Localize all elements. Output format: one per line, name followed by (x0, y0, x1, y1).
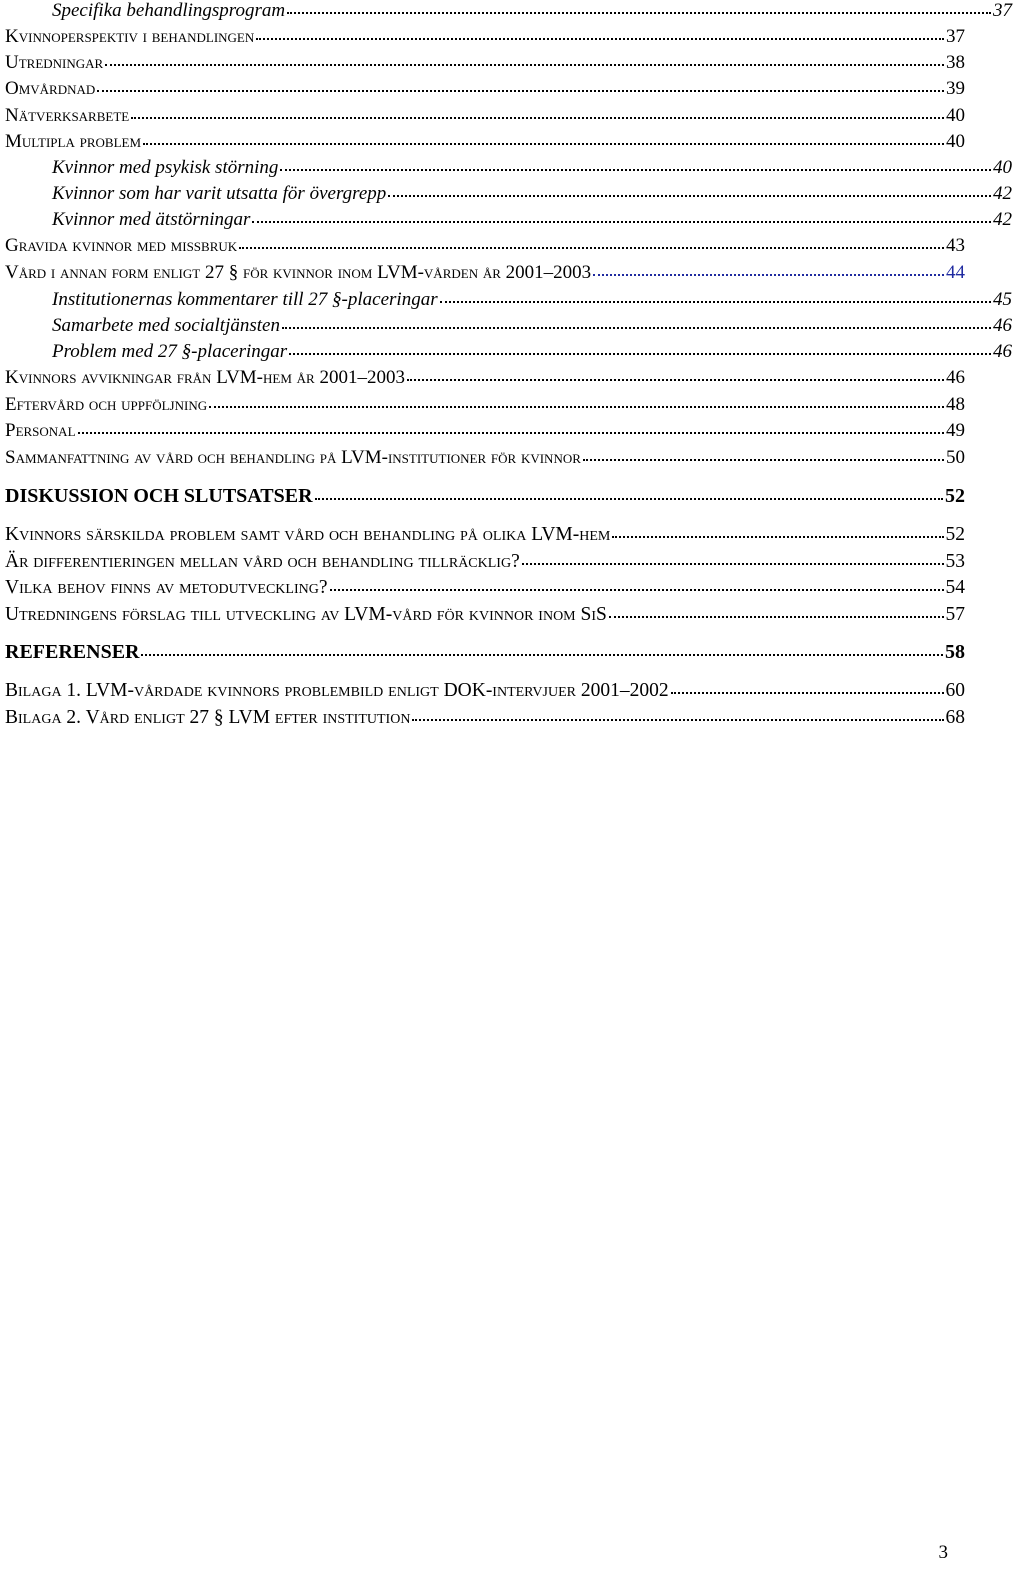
toc-entry-title: Problem med 27 §-placeringar (52, 341, 288, 362)
toc-entry-page: 45 (993, 289, 1012, 310)
dot-leader (407, 379, 944, 381)
toc-entry-page: 42 (993, 183, 1012, 204)
toc-entry-title: Nätverksarbete (5, 105, 130, 126)
toc-entry-page: 40 (946, 131, 965, 152)
toc-entry-title: Institutionernas kommentarer till 27 §-placeringar (52, 289, 438, 310)
toc-entry[interactable] (0, 394, 977, 420)
toc-entry[interactable] (0, 183, 1024, 209)
toc-entry[interactable] (0, 52, 977, 78)
dot-leader (78, 432, 944, 434)
toc-entry-page: 46 (946, 367, 965, 388)
dot-leader (287, 12, 991, 14)
toc-entry-page: 39 (946, 78, 965, 99)
toc-entry[interactable] (0, 209, 1024, 235)
toc-entry[interactable] (0, 485, 977, 511)
dot-leader (97, 90, 944, 92)
toc-entry-page: 40 (993, 157, 1012, 178)
dot-leader (412, 719, 943, 721)
toc-entry[interactable] (0, 105, 977, 131)
toc-entry[interactable] (0, 262, 977, 288)
toc-entry[interactable] (0, 707, 977, 733)
dot-leader (280, 169, 991, 171)
toc-entry-page: 50 (946, 447, 965, 468)
toc-entry[interactable] (0, 367, 977, 393)
toc-entry-page: 37 (946, 26, 965, 47)
toc-entry[interactable] (0, 289, 1024, 315)
toc-entry-page: 42 (993, 209, 1012, 230)
toc-entry[interactable] (0, 680, 977, 706)
toc-entry-page: 43 (946, 235, 965, 256)
toc-entry-title: Gravida kvinnor med missbruk (5, 235, 238, 256)
toc-entry-title: Sammanfattning av vård och behandling på LVM-institutioner för kvinnor (5, 447, 581, 468)
page-number: 3 (938, 1542, 948, 1563)
toc-entry-title: DISKUSSION OCH SLUTSATSER (5, 485, 313, 507)
toc-entry-title: Omvårdnad (5, 78, 96, 99)
toc-entry[interactable] (0, 0, 1024, 26)
toc-entry-page: 54 (945, 577, 965, 598)
toc-entry-title: Kvinnors avvikningar från LVM-hem år 2001–2003 (5, 367, 405, 388)
toc-entry-title: Bilaga 2. Vård enligt 27 § LVM efter institution (5, 707, 411, 728)
dot-leader (583, 459, 944, 461)
dot-leader (252, 221, 991, 223)
toc-entry[interactable] (0, 26, 977, 52)
toc-entry[interactable] (0, 447, 977, 473)
toc-entry-page: 57 (945, 604, 965, 625)
toc-entry[interactable] (0, 341, 1024, 367)
toc-entry-title: Kvinnor med ätstörningar (52, 209, 251, 230)
dot-leader (315, 498, 943, 500)
dot-leader (131, 117, 944, 119)
toc-entry[interactable] (0, 131, 977, 157)
dot-leader (522, 563, 944, 565)
toc-entry-title: Vård i annan form enligt 27 § för kvinnor inom LVM-vården år 2001–2003 (5, 262, 592, 283)
toc-entry-title: Eftervård och uppföljning (5, 394, 208, 415)
toc-entry[interactable] (0, 420, 977, 446)
toc-entry-title: Kvinnoperspektiv i behandlingen (5, 26, 255, 47)
dot-leader (289, 353, 991, 355)
toc-entry-title: Utredningens förslag till utveckling av LVM-vård för kvinnor inom SiS (5, 604, 607, 625)
dot-leader (609, 616, 944, 618)
toc-entry-page: 53 (945, 551, 965, 572)
dot-leader (330, 589, 944, 591)
toc-entry-title: Specifika behandlingsprogram (52, 0, 286, 21)
toc-entry-page: 52 (945, 524, 965, 545)
toc-entry[interactable] (0, 315, 1024, 341)
toc-entry[interactable] (0, 641, 977, 667)
dot-leader (612, 536, 943, 538)
toc-entry[interactable] (0, 524, 977, 550)
toc-entry-page: 68 (945, 707, 965, 728)
dot-leader (593, 274, 944, 276)
dot-leader (440, 301, 991, 303)
toc-entry-title: Är differentieringen mellan vård och behandling tillräcklig? (5, 551, 520, 572)
toc-entry-page: 38 (946, 52, 965, 73)
toc-entry-title: REFERENSER (5, 641, 140, 663)
toc-entry-title: Bilaga 1. LVM-vårdade kvinnors problembild enligt DOK-intervjuer 2001–2002 (5, 680, 669, 701)
toc-entry[interactable] (0, 78, 977, 104)
toc-entry[interactable] (0, 604, 977, 630)
toc-entry-page: 58 (945, 641, 965, 663)
dot-leader (239, 247, 944, 249)
toc-entry-page: 37 (993, 0, 1012, 21)
toc-entry[interactable] (0, 157, 1024, 183)
toc-entry-title: Multipla problem (5, 131, 142, 152)
toc-entry-page: 40 (946, 105, 965, 126)
toc-entry-title: Personal (5, 420, 76, 441)
dot-leader (282, 327, 991, 329)
dot-leader (141, 654, 943, 656)
toc-entry[interactable] (0, 577, 977, 603)
toc-entry-page: 46 (993, 315, 1012, 336)
toc-entry-page: 46 (993, 341, 1012, 362)
toc-entry-page: 49 (946, 420, 965, 441)
toc-entry[interactable] (0, 551, 977, 577)
toc-entry-title: Kvinnor som har varit utsatta för övergrepp (52, 183, 387, 204)
toc-entry-page: 44 (946, 262, 965, 283)
toc-entry-page: 60 (945, 680, 965, 701)
dot-leader (209, 406, 944, 408)
toc-entry-title: Utredningar (5, 52, 104, 73)
toc-entry-title: Kvinnor med psykisk störning (52, 157, 279, 178)
toc-entry-page: 52 (945, 485, 965, 507)
dot-leader (143, 143, 944, 145)
dot-leader (671, 692, 944, 694)
dot-leader (105, 64, 944, 66)
toc-entry-title: Kvinnors särskilda problem samt vård och behandling på olika LVM-hem (5, 524, 611, 545)
dot-leader (388, 195, 991, 197)
dot-leader (256, 38, 944, 40)
toc-entry-title: Samarbete med socialtjänsten (52, 315, 280, 336)
toc-entry[interactable] (0, 235, 977, 261)
toc-entry-title: Vilka behov finns av metodutveckling? (5, 577, 328, 598)
toc-entry-page: 48 (946, 394, 965, 415)
